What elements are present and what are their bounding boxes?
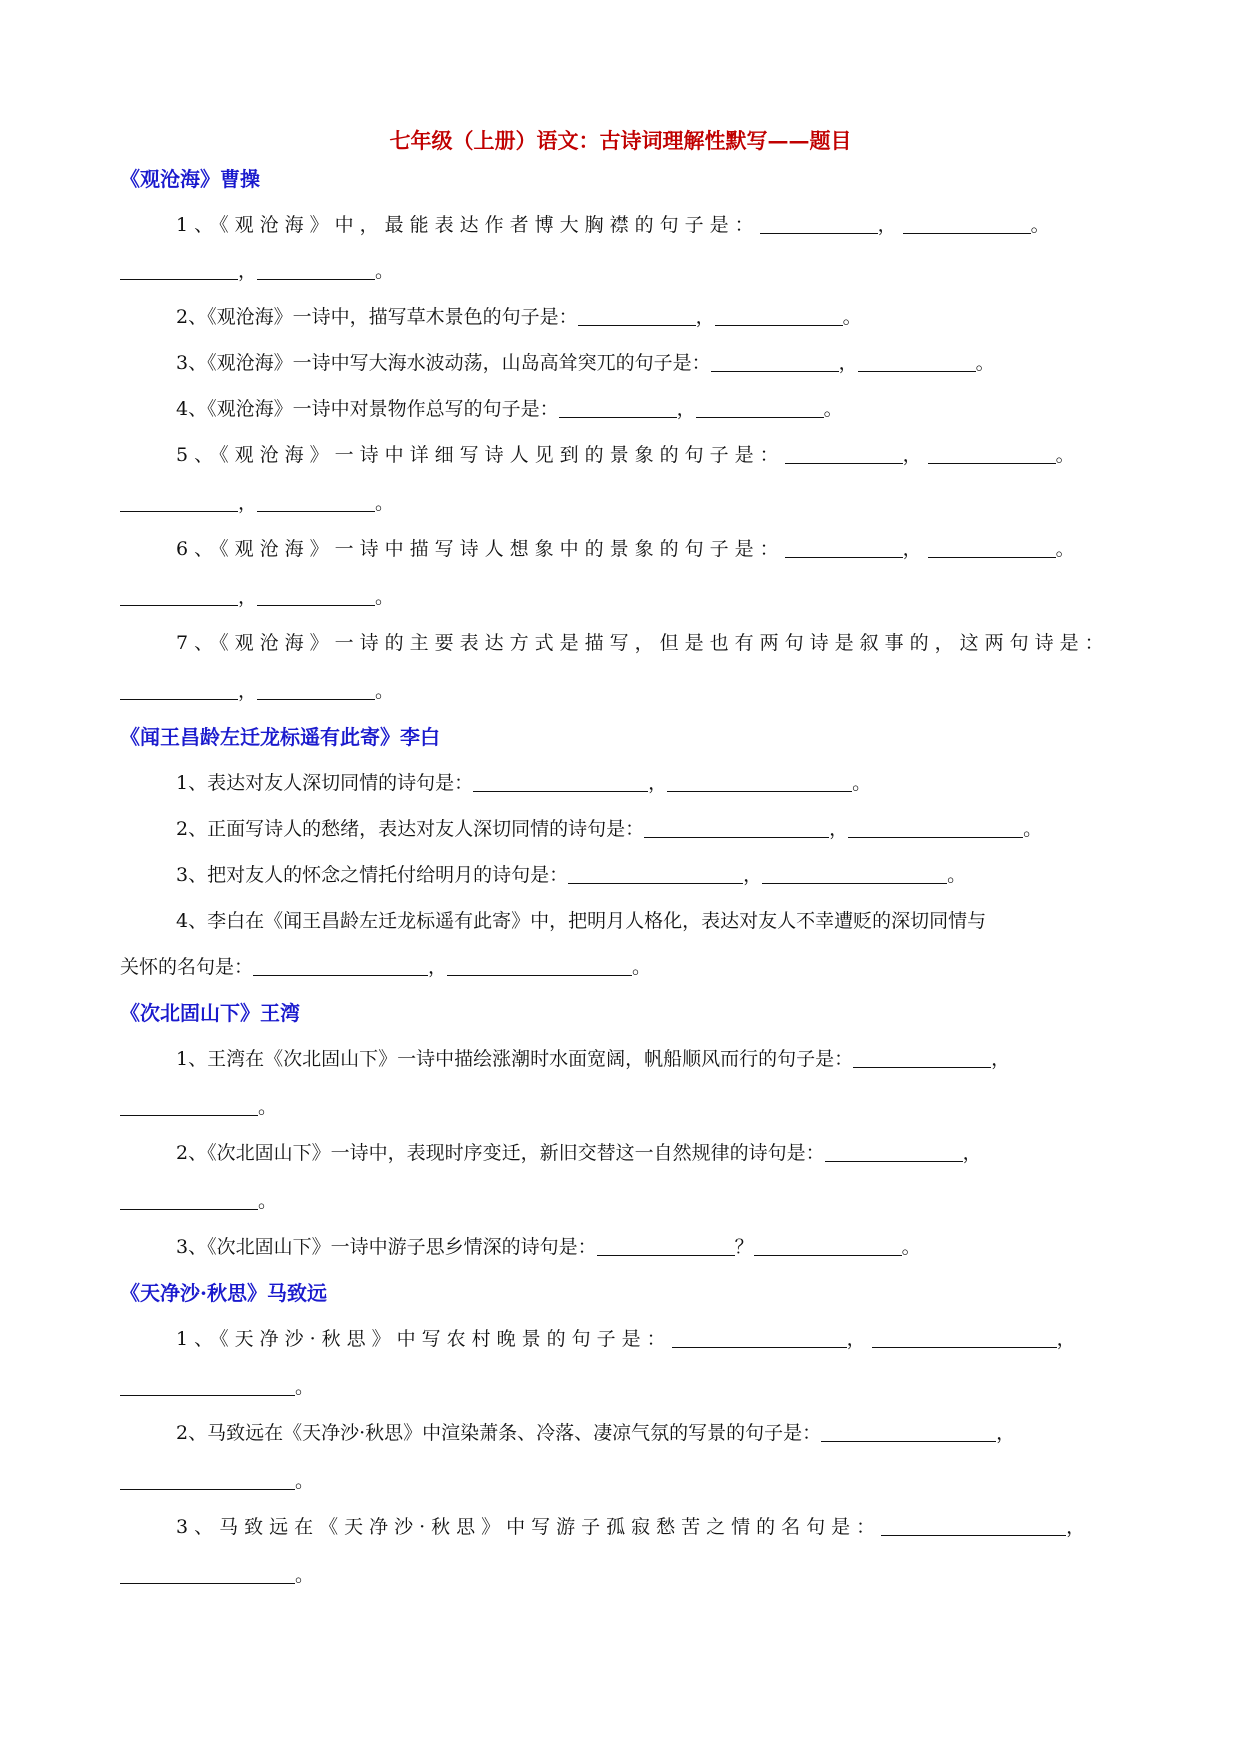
answer-blank[interactable] <box>473 769 648 792</box>
answer-blank[interactable] <box>120 583 238 606</box>
question-4-1-cont: 。 <box>120 1372 1122 1402</box>
answer-blank[interactable] <box>568 861 743 884</box>
answer-blank[interactable] <box>253 953 428 976</box>
answer-blank[interactable] <box>754 1233 902 1256</box>
question-4-3-cont: 。 <box>120 1560 1122 1590</box>
answer-blank[interactable] <box>120 489 238 512</box>
question-4-3: 3、马致远在《天净沙·秋思》中写游子孤寂愁苦之情的名句是： ， <box>120 1512 1122 1542</box>
question-2-3: 3、把对友人的怀念之情托付给明月的诗句是： ， 。 <box>120 860 1122 890</box>
answer-blank[interactable] <box>825 1139 963 1162</box>
question-text: 3、《观沧海》一诗中写大海水波动荡，山岛高耸突兀的句子是： <box>176 352 711 374</box>
answer-blank[interactable] <box>853 1045 991 1068</box>
question-text: 1、王湾在《次北固山下》一诗中描绘涨潮时水面宽阔，帆船顺风而行的句子是： <box>176 1048 854 1070</box>
question-text: 2、《观沧海》一诗中，描写草木景色的句子是： <box>176 306 578 328</box>
question-text: 6、《观沧海》一诗中描写诗人想象中的景象的句子是： <box>176 538 785 560</box>
question-text: 1、《观沧海》中，最能表达作者博大胸襟的句子是： <box>176 214 760 236</box>
answer-blank[interactable] <box>696 395 824 418</box>
question-2-2: 2、正面写诗人的愁绪，表达对友人深切同情的诗句是： ， 。 <box>120 814 1122 844</box>
answer-blank[interactable] <box>257 257 375 280</box>
question-text: 3、把对友人的怀念之情托付给明月的诗句是： <box>176 864 569 886</box>
question-3-2: 2、《次北固山下》一诗中，表现时序变迁，新旧交替这一自然规律的诗句是： ， <box>120 1138 1122 1168</box>
question-text: 2、《次北固山下》一诗中，表现时序变迁，新旧交替这一自然规律的诗句是： <box>176 1142 825 1164</box>
answer-blank[interactable] <box>667 769 852 792</box>
answer-blank[interactable] <box>872 1325 1057 1348</box>
answer-blank[interactable] <box>760 211 878 234</box>
question-1-5-cont: ， 。 <box>120 488 1122 518</box>
question-text: 2、马致远在《天净沙·秋思》中渲染萧条、冷落、凄凉气氛的写景的句子是： <box>176 1422 822 1444</box>
question-1-2: 2、《观沧海》一诗中，描写草木景色的句子是： ， 。 <box>120 302 1122 332</box>
question-4-2-cont: 。 <box>120 1466 1122 1496</box>
question-text: 关怀的名句是： <box>120 956 254 978</box>
question-text: 1、表达对友人深切同情的诗句是： <box>176 772 474 794</box>
question-text: 4、李白在《闻王昌龄左迁龙标遥有此寄》中，把明月人格化，表达对友人不幸遭贬的深切同情与 <box>176 910 987 932</box>
answer-blank[interactable] <box>785 535 903 558</box>
question-1-3: 3、《观沧海》一诗中写大海水波动荡，山岛高耸突兀的句子是： ， 。 <box>120 348 1122 378</box>
question-text: 7、《观沧海》一诗的主要表达方式是描写，但是也有两句诗是叙事的，这两句诗是： <box>176 632 1110 654</box>
answer-blank[interactable] <box>858 349 976 372</box>
answer-blank[interactable] <box>120 677 238 700</box>
answer-blank[interactable] <box>120 1561 295 1584</box>
answer-blank[interactable] <box>848 815 1023 838</box>
section-heading-cibeigushanxia: 《次北固山下》王湾 <box>120 1001 300 1025</box>
question-1-6-cont: ， 。 <box>120 582 1122 612</box>
question-text: 3、《次北固山下》一诗中游子思乡情深的诗句是： <box>176 1236 597 1258</box>
question-4-2: 2、马致远在《天净沙·秋思》中渲染萧条、冷落、凄凉气氛的写景的句子是： ， <box>120 1418 1122 1448</box>
question-2-4-cont: 关怀的名句是： ， 。 <box>120 952 1122 982</box>
answer-blank[interactable] <box>120 257 238 280</box>
question-3-1: 1、王湾在《次北固山下》一诗中描绘涨潮时水面宽阔，帆船顺风而行的句子是： ， <box>120 1044 1122 1074</box>
answer-blank[interactable] <box>762 861 947 884</box>
answer-blank[interactable] <box>447 953 632 976</box>
question-3-3: 3、《次北固山下》一诗中游子思乡情深的诗句是： ？ 。 <box>120 1232 1122 1262</box>
question-4-1: 1、《天净沙·秋思》中写农村晚景的句子是： ， ， <box>120 1324 1122 1354</box>
answer-blank[interactable] <box>120 1093 258 1116</box>
answer-blank[interactable] <box>559 395 677 418</box>
section-heading-wenwangchangling: 《闻王昌龄左迁龙标遥有此寄》李白 <box>120 725 440 749</box>
answer-blank[interactable] <box>120 1187 258 1210</box>
question-1-1: 1、《观沧海》中，最能表达作者博大胸襟的句子是： ， 。 <box>120 210 1122 240</box>
section-heading-tianjingsha: 《天净沙·秋思》马致远 <box>120 1281 327 1305</box>
answer-blank[interactable] <box>578 303 696 326</box>
question-text: 3、马致远在《天净沙·秋思》中写游子孤寂愁苦之情的名句是： <box>176 1516 882 1538</box>
answer-blank[interactable] <box>711 349 839 372</box>
page-title: 七年级（上册）语文：古诗词理解性默写——题目 <box>389 128 852 153</box>
question-1-4: 4、《观沧海》一诗中对景物作总写的句子是： ， 。 <box>120 394 1122 424</box>
answer-blank[interactable] <box>928 441 1056 464</box>
answer-blank[interactable] <box>120 1373 295 1396</box>
question-text: 2、正面写诗人的愁绪，表达对友人深切同情的诗句是： <box>176 818 645 840</box>
question-1-5: 5、《观沧海》一诗中详细写诗人见到的景象的句子是： ， 。 <box>120 440 1122 470</box>
answer-blank[interactable] <box>120 1467 295 1490</box>
section-heading-guancanghai: 《观沧海》曹操 <box>120 167 260 191</box>
question-text: 5、《观沧海》一诗中详细写诗人见到的景象的句子是： <box>176 444 785 466</box>
question-1-7-cont: ， 。 <box>120 676 1122 706</box>
question-text: 4、《观沧海》一诗中对景物作总写的句子是： <box>176 398 559 420</box>
answer-blank[interactable] <box>881 1513 1066 1536</box>
question-1-7 <box>120 628 1122 658</box>
question-1-1-cont: ， 。 <box>120 256 1122 286</box>
question-2-4 <box>120 906 1122 936</box>
question-3-1-cont: 。 <box>120 1092 1122 1122</box>
answer-blank[interactable] <box>715 303 843 326</box>
answer-blank[interactable] <box>785 441 903 464</box>
answer-blank[interactable] <box>257 583 375 606</box>
answer-blank[interactable] <box>257 677 375 700</box>
answer-blank[interactable] <box>257 489 375 512</box>
question-3-2-cont: 。 <box>120 1186 1122 1216</box>
question-text: 1、《天净沙·秋思》中写农村晚景的句子是： <box>176 1328 672 1350</box>
question-1-6: 6、《观沧海》一诗中描写诗人想象中的景象的句子是： ， 。 <box>120 534 1122 564</box>
question-2-1: 1、表达对友人深切同情的诗句是： ， 。 <box>120 768 1122 798</box>
answer-blank[interactable] <box>597 1233 735 1256</box>
answer-blank[interactable] <box>672 1325 847 1348</box>
answer-blank[interactable] <box>821 1419 996 1442</box>
answer-blank[interactable] <box>928 535 1056 558</box>
answer-blank[interactable] <box>644 815 829 838</box>
answer-blank[interactable] <box>903 211 1031 234</box>
